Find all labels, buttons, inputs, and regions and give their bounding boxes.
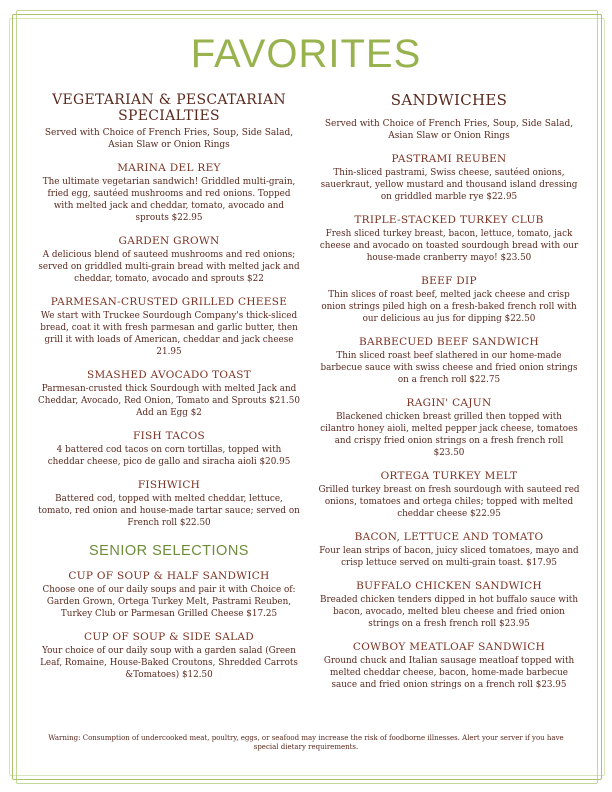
menu-item-name: BEEF DIP xyxy=(421,275,477,287)
menu-title: FAVORITES xyxy=(190,32,422,76)
menu-item xyxy=(38,479,300,529)
menu-item-description: Blackened chicken breast grilled then topped with cilantro honey aioli, melted pepper jack cheese, tomatoes and crispy fried onion strings on a fresh french roll $23.50 xyxy=(320,412,578,458)
menu-item xyxy=(38,430,300,468)
menu-item xyxy=(38,235,300,285)
menu-item-name: ORTEGA TURKEY MELT xyxy=(380,470,518,482)
menu-item-description: Fresh sliced turkey breast, bacon, lettuce, tomato, jack cheese and avocado on toasted sourdough bread with our house-made cranberry mayo! $23.50 xyxy=(319,229,579,263)
menu-item xyxy=(38,162,300,224)
menu-item xyxy=(318,531,580,569)
menu-item-name: CUP OF SOUP & SIDE SALAD xyxy=(84,631,254,643)
menu-item-name: MARINA DEL REY xyxy=(117,162,221,174)
menu-item xyxy=(318,214,580,264)
senior-section-title: SENIOR SELECTIONS xyxy=(89,543,249,559)
menu-item-name: PASTRAMI REUBEN xyxy=(391,153,507,165)
menu-item-name: SMASHED AVOCADO TOAST xyxy=(86,369,252,381)
menu-item-description: Battered cod, topped with melted cheddar, lettuce, tomato, red onion and house-made tartar sauce; served on French roll $22.50 xyxy=(38,494,300,528)
menu-item xyxy=(318,275,580,325)
menu-item-name: BACON, LETTUCE AND TOMATO xyxy=(354,531,544,543)
menu-item-description: The ultimate vegetarian sandwich! Griddled multi-grain, fried egg, sautéed mushrooms and red onions. Topped with melted jack and cheddar, tomato, avocado and sprouts $22.95 xyxy=(42,177,296,223)
menu-item-description: Thin sliced roast beef slathered in our home-made barbecue sauce with swiss cheese and fried onion strings on a french roll $22.75 xyxy=(320,351,578,385)
menu-item-name: COWBOY MEATLOAF SANDWICH xyxy=(352,641,546,653)
menu-item-name: FISH TACOS xyxy=(133,430,205,442)
menu-item-description: Thin-sliced pastrami, Swiss cheese, sautéed onions, sauerkraut, yellow mustard and thousand island dressing on griddled marble rye $22.95 xyxy=(320,168,578,202)
menu-item-name: CUP OF SOUP & HALF SANDWICH xyxy=(68,570,270,582)
menu-item xyxy=(318,397,580,459)
menu-item-description: Your choice of our daily soup with a garden salad (Green Leaf, Romaine, House-Baked Croutons, Shredded Carrots &Tomatoes) $12.50 xyxy=(40,646,298,680)
right-column xyxy=(318,92,580,691)
menu-item-name: RAGIN' CAJUN xyxy=(406,397,492,409)
menu-item-description: Grilled turkey breast on fresh sourdough with sauteed red onions, tomatoes and ortega chiles; topped with melted cheddar cheese $22.95 xyxy=(318,485,580,519)
vegetarian-section-title: VEGETARIAN & PESCATARIAN SPECIALTIES xyxy=(52,92,286,124)
menu-item-name: FISHWICH xyxy=(137,479,201,491)
menu-item-description: Thin slices of roast beef, melted jack cheese and crisp onion strings piled high on a fresh-baked french roll with our delicious au jus for dipping $22.50 xyxy=(321,290,577,324)
menu-item-name: BARBECUED BEEF SANDWICH xyxy=(359,336,539,348)
menu-item xyxy=(38,369,300,419)
menu-item-description: We start with Truckee Sourdough Company's thick-sliced bread, coat it with fresh parmesan and garlic butter, then grill it with loads of American, cheddar and jack cheese 21.95 xyxy=(40,311,298,357)
menu-item xyxy=(318,641,580,691)
menu-item xyxy=(318,470,580,520)
menu-item-description: Ground chuck and Italian sausage meatloaf topped with melted cheddar cheese, bacon, home-made barbecue sauce and fried onion strings on a french roll $23.95 xyxy=(323,656,575,690)
menu-item-description: Choose one of our daily soups and pair it with Choice of: Garden Grown, Ortega Turkey Melt, Pastrami Reuben, Turkey Club or Parmesan Grilled Cheese $17.25 xyxy=(42,585,296,619)
allergy-warning: Warning: Consumption of undercooked meat, poultry, eggs, or seafood may increase the risk of foodborne illnesses. Alert your server if you have special dietary requirements. xyxy=(48,734,564,751)
sandwiches-section-note: Served with Choice of French Fries, Soup, Side Salad, Asian Slaw or Onion Rings xyxy=(324,119,574,141)
menu-item-description: Parmesan-crusted thick Sourdough with melted Jack and Cheddar, Avocado, Red Onion, Tomato and Sprouts $21.50 Add an Egg $2 xyxy=(38,384,300,418)
menu-item xyxy=(318,153,580,203)
menu-item xyxy=(38,570,300,620)
menu-item-name: GARDEN GROWN xyxy=(118,235,220,247)
menu-item-description: A delicious blend of sauteed mushrooms and red onions; served on griddled multi-grain bread with melted jack and cheddar, tomato, avocado and sprouts $22 xyxy=(38,250,300,284)
menu-item xyxy=(318,580,580,630)
left-column xyxy=(38,92,300,681)
menu-item-name: TRIPLE-STACKED TURKEY CLUB xyxy=(354,214,544,226)
sandwiches-section-title: SANDWICHES xyxy=(390,91,508,109)
menu-item-description: 4 battered cod tacos on corn tortillas, topped with cheddar cheese, pico de gallo and siracha aioli $20.95 xyxy=(47,445,291,467)
menu-item-description: Four lean strips of bacon, juicy sliced tomatoes, mayo and crisp lettuce served on multi-grain toast. $17.95 xyxy=(319,546,579,568)
vegetarian-section-note: Served with Choice of French Fries, Soup, Side Salad, Asian Slaw or Onion Rings xyxy=(44,128,294,150)
menu-item-name: BUFFALO CHICKEN SANDWICH xyxy=(356,580,542,592)
menu-item xyxy=(318,336,580,386)
menu-item xyxy=(38,296,300,358)
menu-item xyxy=(38,631,300,681)
menu-item-description: Breaded chicken tenders dipped in hot buffalo sauce with bacon, avocado, melted bleu cheese and fried onion strings on a fresh french roll $23.95 xyxy=(320,595,578,629)
menu-item-name: PARMESAN-CRUSTED GRILLED CHEESE xyxy=(50,296,288,308)
